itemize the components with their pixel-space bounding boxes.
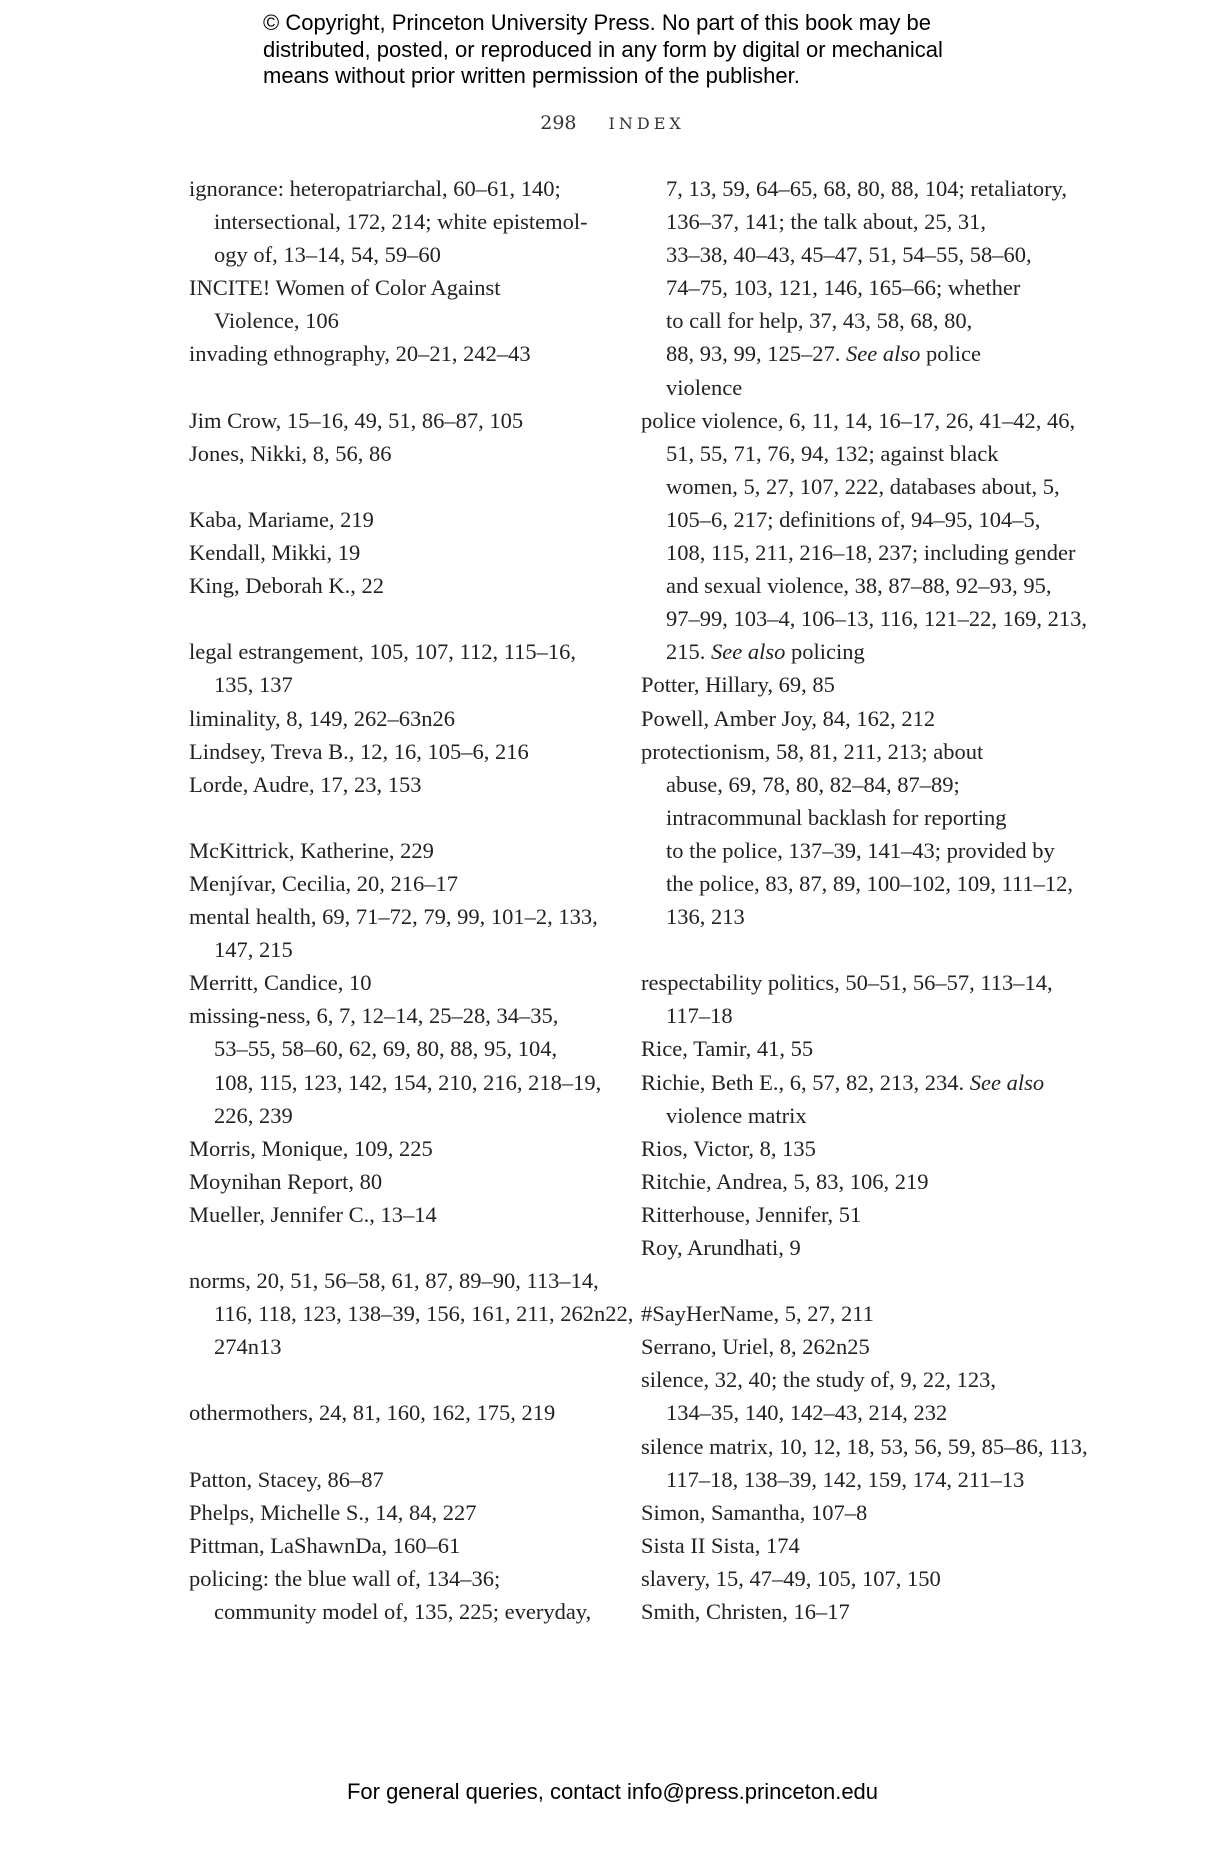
- index-entry: [189, 1496, 599, 1529]
- entry-text: 88, 93, 99, 125–27.: [666, 341, 841, 367]
- index-entry: [641, 1132, 1061, 1165]
- entry-line: Smith, Christen, 16–17: [641, 1599, 850, 1625]
- entry-line: missing-ness, 6, 7, 12–14, 25–28, 34–35,: [189, 1003, 559, 1029]
- running-head: [0, 112, 1225, 134]
- index-entry: [189, 1132, 599, 1165]
- index-entry: [641, 1231, 1061, 1264]
- entry-line: and sexual violence, 38, 87–88, 92–93, 95,: [666, 573, 1052, 599]
- index-entry-continued: [641, 172, 1067, 404]
- section-gap: [641, 1264, 1061, 1297]
- index-entry: [189, 999, 602, 1131]
- index-entry: [641, 668, 1061, 701]
- cross-reference: police: [925, 341, 981, 367]
- entry-line: Merritt, Candice, 10: [189, 970, 372, 996]
- entry-line: violence: [666, 374, 743, 400]
- index-entry: [189, 337, 599, 370]
- index-entry: [189, 1529, 599, 1562]
- entry-line: 117–18, 138–39, 142, 159, 174, 211–13: [666, 1466, 1025, 1492]
- index-entry: [641, 1430, 1088, 1496]
- entry-line: silence matrix, 10, 12, 18, 53, 56, 59, 85–86, 113,: [641, 1433, 1088, 1459]
- index-entry: [189, 1562, 599, 1628]
- entry-line: 105–6, 217; definitions of, 94–95, 104–5,: [666, 506, 1041, 532]
- entry-line: Rice, Tamir, 41, 55: [641, 1036, 814, 1062]
- entry-line: Kaba, Mariame, 219: [189, 506, 374, 532]
- entry-line: 136, 213: [666, 904, 745, 930]
- entry-line: #SayHerName, 5, 27, 211: [641, 1301, 874, 1327]
- entry-line: invading ethnography, 20–21, 242–43: [189, 341, 531, 367]
- entry-line: 33–38, 40–43, 45–47, 51, 54–55, 58–60,: [666, 242, 1032, 268]
- index-entry: [189, 834, 599, 867]
- section-gap: [189, 602, 599, 635]
- index-entry: [189, 900, 599, 966]
- page-title: INDEX: [608, 114, 685, 133]
- entry-line: ogy of, 13–14, 54, 59–60: [214, 242, 441, 268]
- entry-line: Roy, Arundhati, 9: [641, 1235, 801, 1260]
- index-entry: [189, 503, 599, 536]
- section-gap: [189, 1363, 599, 1396]
- index-entry: [189, 867, 599, 900]
- entry-line: 7, 13, 59, 64–65, 68, 80, 88, 104; retaliatory,: [666, 176, 1067, 201]
- index-entry: [641, 404, 1088, 669]
- entry-line: [641, 337, 1061, 370]
- entry-line: 97–99, 103–4, 106–13, 116, 121–22, 169, 213,: [666, 606, 1088, 632]
- section-gap: [189, 801, 599, 834]
- entry-line: Menjívar, Cecilia, 20, 216–17: [189, 870, 459, 896]
- entry-text: Richie, Beth E., 6, 57, 82, 213, 234.: [641, 1069, 965, 1095]
- entry-line: Potter, Hillary, 69, 85: [641, 672, 835, 698]
- index-entry: [189, 172, 599, 271]
- entry-line: slavery, 15, 47–49, 105, 107, 150: [641, 1565, 941, 1591]
- entry-line: 74–75, 103, 121, 146, 165–66; whether: [666, 275, 1021, 301]
- entry-line: Serrano, Uriel, 8, 262n25: [641, 1334, 870, 1360]
- entry-line: Jim Crow, 15–16, 49, 51, 86–87, 105: [189, 407, 524, 433]
- index-entry: [641, 966, 1061, 1032]
- index-entry: [189, 702, 599, 735]
- index-entry: [189, 271, 599, 337]
- copyright-notice: [263, 10, 1023, 90]
- entry-line: Rios, Victor, 8, 135: [641, 1135, 816, 1161]
- entry-line: liminality, 8, 149, 262–63n26: [189, 705, 456, 731]
- entry-line: police violence, 6, 11, 14, 16–17, 26, 41–42, 46,: [641, 407, 1076, 433]
- index-entry: [641, 1198, 1061, 1231]
- index-entry: [641, 1562, 1061, 1595]
- index-entry: [641, 1529, 1061, 1562]
- index-entry: [189, 1264, 634, 1363]
- index-entry: [189, 966, 599, 999]
- entry-line: [641, 635, 1061, 668]
- entry-line: othermothers, 24, 81, 160, 162, 175, 219: [189, 1400, 556, 1426]
- index-entry: [641, 702, 1061, 735]
- entry-line: 117–18: [666, 1003, 733, 1029]
- index-entry: [189, 1198, 599, 1231]
- index-entry: [189, 404, 599, 437]
- copyright-line: distributed, posted, or reproduced in any form by digital or mechanical: [263, 36, 943, 62]
- see-also-label: See also: [969, 1069, 1045, 1095]
- entry-line: Kendall, Mikki, 19: [189, 540, 361, 566]
- copyright-line: means without prior written permission of the publisher.: [263, 63, 800, 88]
- entry-line: Patton, Stacey, 86–87: [189, 1466, 384, 1492]
- index-entry: [641, 1297, 1061, 1330]
- index-entry: [189, 1165, 599, 1198]
- entry-line: 226, 239: [214, 1102, 293, 1128]
- entry-line: policing: the blue wall of, 134–36;: [189, 1565, 501, 1591]
- entry-line: to call for help, 37, 43, 58, 68, 80,: [666, 308, 973, 334]
- entry-line: the police, 83, 87, 89, 100–102, 109, 111–12,: [666, 870, 1074, 896]
- footer-contact: For general queries, contact info@press.princeton.edu: [346, 1779, 879, 1804]
- cross-reference: violence matrix: [666, 1102, 807, 1128]
- page-number: 298: [540, 112, 577, 134]
- entry-line: 116, 118, 123, 138–39, 156, 161, 211, 262n22,: [214, 1301, 634, 1327]
- index-column-right: [641, 172, 1088, 1628]
- entry-line: mental health, 69, 71–72, 79, 99, 101–2, 133,: [189, 904, 598, 930]
- entry-line: Sista II Sista, 174: [641, 1532, 800, 1558]
- cross-reference: policing: [790, 639, 865, 665]
- index-column-left: [189, 172, 634, 1628]
- section-gap: [189, 1231, 599, 1264]
- entry-line: respectability politics, 50–51, 56–57, 113–14,: [641, 970, 1053, 996]
- index-entry: [189, 735, 599, 768]
- entry-line: norms, 20, 51, 56–58, 61, 87, 89–90, 113–14,: [189, 1268, 599, 1294]
- entry-line: 53–55, 58–60, 62, 69, 80, 88, 95, 104,: [214, 1036, 558, 1062]
- entry-line: 147, 215: [214, 937, 293, 963]
- section-gap: [189, 1430, 599, 1463]
- entry-line: Mueller, Jennifer C., 13–14: [189, 1201, 437, 1227]
- see-also-label: See also: [846, 341, 921, 367]
- entry-line: King, Deborah K., 22: [189, 573, 384, 599]
- index-entry: [189, 569, 599, 602]
- entry-text: 215.: [666, 639, 706, 665]
- index-entry: [189, 635, 599, 701]
- entry-line: 51, 55, 71, 76, 94, 132; against black: [666, 440, 999, 466]
- entry-line: [641, 1066, 1061, 1099]
- entry-line: women, 5, 27, 107, 222, databases about, 5,: [666, 473, 1060, 499]
- entry-line: Lorde, Audre, 17, 23, 153: [189, 771, 422, 797]
- section-gap: [641, 933, 1061, 966]
- entry-line: Simon, Samantha, 107–8: [641, 1499, 868, 1525]
- entry-line: McKittrick, Katherine, 229: [189, 837, 434, 863]
- index-entry: [641, 1165, 1061, 1198]
- index-entry: [641, 1330, 1061, 1363]
- index-entry: [189, 536, 599, 569]
- entry-line: abuse, 69, 78, 80, 82–84, 87–89;: [666, 771, 960, 797]
- entry-line: 108, 115, 123, 142, 154, 210, 216, 218–19,: [214, 1069, 602, 1095]
- entry-line: Phelps, Michelle S., 14, 84, 227: [189, 1499, 477, 1525]
- index-entry: [189, 768, 599, 801]
- entry-line: Powell, Amber Joy, 84, 162, 212: [641, 705, 936, 731]
- index-entry: [189, 437, 599, 470]
- index-entry: [641, 1066, 1061, 1132]
- index-entry: [641, 1595, 1061, 1628]
- entry-line: Pittman, LaShawnDa, 160–61: [189, 1532, 461, 1558]
- index-entry: [641, 1363, 1061, 1429]
- entry-line: silence, 32, 40; the study of, 9, 22, 123,: [641, 1367, 996, 1393]
- copyright-line: © Copyright, Princeton University Press. No part of this book may be: [263, 10, 931, 35]
- entry-line: Ritterhouse, Jennifer, 51: [641, 1201, 862, 1227]
- entry-line: Violence, 106: [214, 308, 339, 334]
- entry-line: 134–35, 140, 142–43, 214, 232: [666, 1400, 948, 1426]
- entry-line: intracommunal backlash for reporting: [666, 804, 1007, 830]
- section-gap: [189, 371, 599, 404]
- entry-line: Lindsey, Treva B., 12, 16, 105–6, 216: [189, 738, 529, 764]
- index-entry: [189, 1463, 599, 1496]
- index-entry: [641, 735, 1074, 934]
- index-entry: [641, 1496, 1061, 1529]
- entry-line: protectionism, 58, 81, 211, 213; about: [641, 738, 984, 764]
- entry-line: Jones, Nikki, 8, 56, 86: [189, 440, 392, 466]
- entry-line: INCITE! Women of Color Against: [189, 275, 501, 301]
- entry-line: 136–37, 141; the talk about, 25, 31,: [666, 209, 986, 235]
- entry-line: community model of, 135, 225; everyday,: [214, 1599, 592, 1625]
- entry-line: Morris, Monique, 109, 225: [189, 1135, 433, 1161]
- entry-line: to the police, 137–39, 141–43; provided by: [666, 837, 1055, 863]
- entry-line: 274n13: [214, 1334, 282, 1360]
- entry-line: 135, 137: [214, 672, 293, 698]
- see-also-label: See also: [711, 639, 786, 665]
- entry-line: Ritchie, Andrea, 5, 83, 106, 219: [641, 1168, 929, 1194]
- index-entry: [641, 1032, 1061, 1065]
- entry-line: Moynihan Report, 80: [189, 1168, 383, 1194]
- entry-line: intersectional, 172, 214; white epistemol-: [214, 209, 588, 235]
- entry-line: ignorance: heteropatriarchal, 60–61, 140;: [189, 176, 561, 201]
- section-gap: [189, 470, 599, 503]
- entry-line: 108, 115, 211, 216–18, 237; including gender: [666, 540, 1076, 566]
- index-entry: [189, 1396, 599, 1429]
- entry-line: legal estrangement, 105, 107, 112, 115–16,: [189, 639, 577, 665]
